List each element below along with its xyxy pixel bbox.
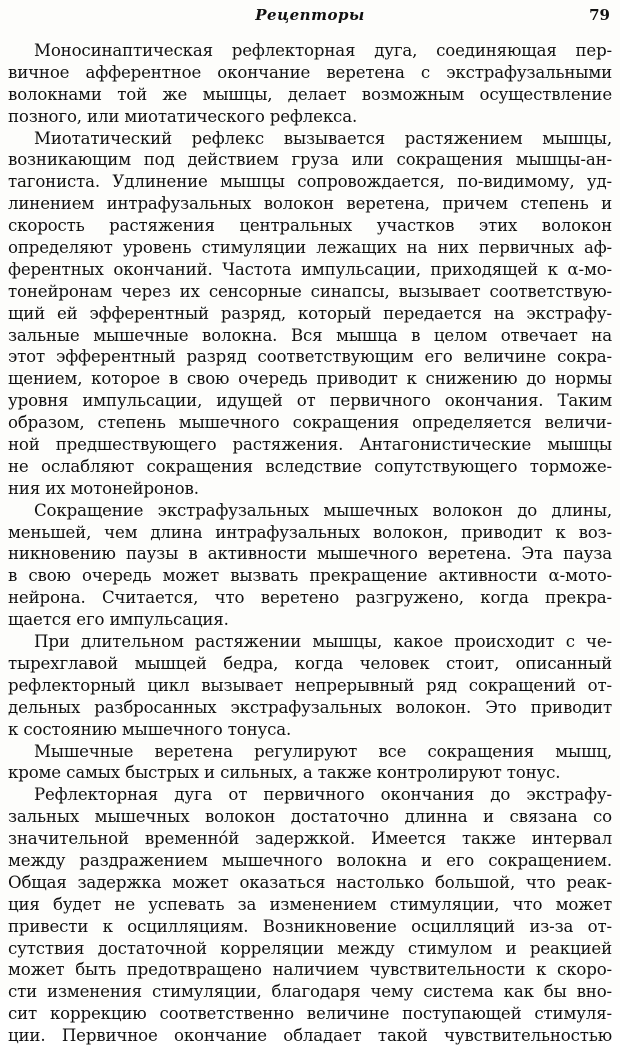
text-line: образом, степень мышечного сокращения определяется величи-	[8, 413, 612, 433]
text-line: щается его импульсация.	[8, 610, 229, 630]
text-line: ния их мотонейронов.	[8, 478, 199, 498]
body-text	[8, 40, 612, 1047]
text-line: к состоянию мышечного тонуса.	[8, 719, 292, 739]
text-line: зальных мышечных волокон достаточно длинна и связана со	[8, 807, 612, 827]
text-line: ция будет не успевать за изменением стимуляции, что может	[8, 894, 612, 914]
text-line: ной предшествующего растяжения. Антагонистические мышцы	[8, 435, 612, 455]
text-line: скорость растяжения центральных участков этих волокон	[8, 216, 612, 236]
text-line: линением интрафузальных волокон веретена, причем степень и	[8, 194, 612, 214]
text-line: щий ей эфферентный разряд, который передается на экстрафу-	[8, 303, 612, 323]
text-line: меньшей, чем длина интрафузальных волокон, приводит к воз-	[8, 522, 612, 542]
text-line: кроме самых быстрых и сильных, а также контролируют тонус.	[8, 763, 561, 783]
text-line: уровня импульсации, идущей от первичного окончания. Таким	[8, 391, 612, 411]
text-line: сти изменения стимуляции, благодаря чему система как бы вно-	[8, 982, 612, 1002]
text-line: тагониста. Удлинение мышцы сопровождается, по-видимому, уд-	[8, 172, 612, 192]
text-line: возникающим под действием груза или сокращения мышцы-ан-	[8, 150, 612, 170]
text-line: в свою очередь может вызвать прекращение активности α-мото-	[8, 566, 612, 586]
text-line: сит коррекцию соответственно величине поступающей стимуля-	[8, 1004, 612, 1024]
text-line: значительной временно́й задержкой. Имеется также интервал	[8, 829, 612, 849]
text-line: позного, или миотатического рефлекса.	[8, 106, 358, 126]
text-line: Рефлекторная дуга от первичного окончания до экстрафу-	[34, 785, 612, 805]
text-line: между раздражением мышечного волокна и его сокращением.	[8, 850, 612, 870]
text-line: Общая задержка может оказаться настолько большой, что реак-	[8, 872, 612, 892]
text-line: тырехглавой мышцей бедра, когда человек стоит, описанный	[8, 653, 612, 673]
text-line: зальные мышечные волокна. Вся мышца в целом отвечает на	[8, 325, 612, 345]
text-line: этот эфферентный разряд соответствующим его величине сокра-	[8, 347, 612, 367]
text-line: щением, которое в свою очередь приводит к снижению до нормы	[8, 369, 612, 389]
text-line: сутствия достаточной корреляции между стимулом и реакцией	[8, 938, 612, 958]
text-line: волокнами той же мышцы, делает возможным осуществление	[8, 84, 612, 104]
text-line: никновению паузы в активности мышечного веретена. Эта пауза	[8, 544, 612, 564]
text-line: Мышечные веретена регулируют все сокращения мышц,	[34, 741, 612, 761]
text-line: может быть предотвращено наличием чувствительности к скоро-	[8, 960, 612, 980]
text-line: определяют уровень стимуляции лежащих на них первичных аф-	[8, 238, 612, 258]
text-line: Миотатический рефлекс вызывается растяжением мышцы,	[34, 128, 612, 148]
text-line: Сокращение экстрафузальных мышечных волокон до длины,	[34, 500, 612, 520]
text-line: нейрона. Считается, что веретено разгружено, когда прекра-	[8, 588, 612, 608]
running-header	[8, 4, 612, 26]
text-line: дельных разбросанных экстрафузальных волокон. Это приводит	[8, 697, 612, 717]
text-line: Моносинаптическая рефлекторная дуга, соединяющая пер-	[34, 41, 612, 60]
text-line: рефлекторный цикл вызывает непрерывный ряд сокращений от-	[8, 675, 612, 695]
text-line: ции. Первичное окончание обладает такой чувствительностью	[8, 1026, 612, 1046]
text-line: не ослабляют сокращения вследствие сопутствующего торможе-	[8, 456, 612, 476]
text-line: При длительном растяжении мышцы, какое происходит с че-	[34, 632, 612, 652]
page-number: 79	[589, 6, 610, 24]
running-title: Рецепторы	[255, 6, 365, 24]
text-line: ферентных окончаний. Частота импульсации, приходящей к α-мо-	[8, 259, 612, 279]
text-line: тонейронам через их сенсорные синапсы, вызывает соответствую-	[8, 281, 612, 301]
text-line: вичное афферентное окончание веретена с экстрафузальными	[8, 62, 612, 82]
text-line: привести к осцилляциям. Возникновение осцилляций из-за от-	[8, 916, 612, 936]
